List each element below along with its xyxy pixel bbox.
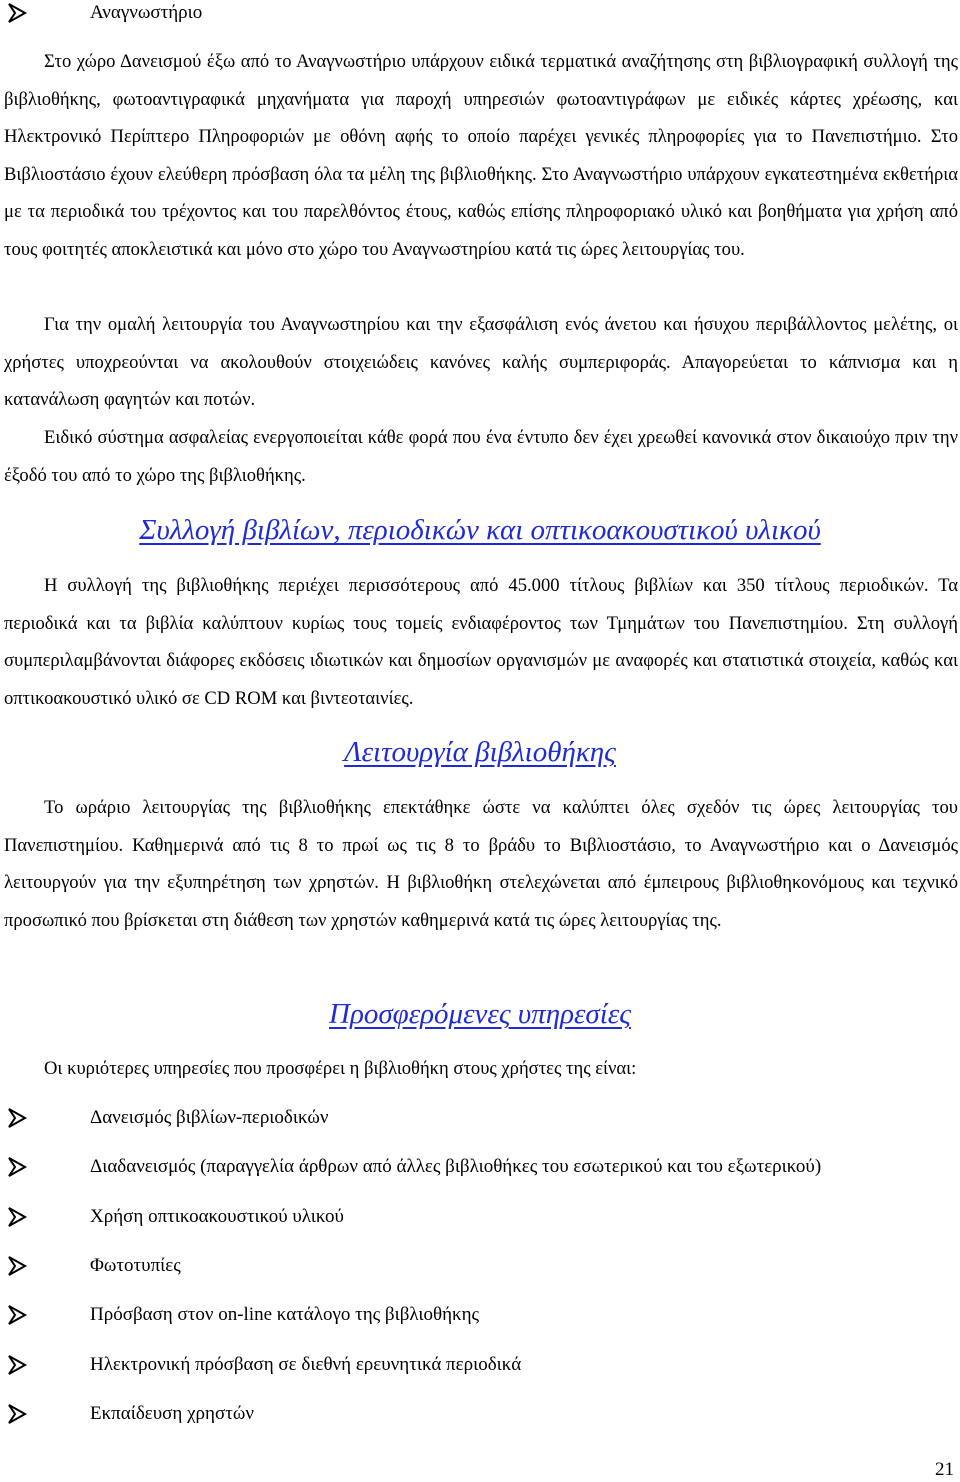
service-item-label: Χρήση οπτικοακουστικού υλικού [90,1206,344,1227]
service-item [6,1152,821,1182]
paragraph-reading-room-2: Για την ομαλή λειτουργία του Αναγνωστηρίου και την εξασφάλιση ενός άνετου και ήσυχου περιβάλλοντος μελέτης, οι χρήστες υποχρεούνται να ακολουθούν στοιχειώδεις κανόνες καλής συμπεριφοράς. Απαγορεύεται το κάπνισμα και η κατανάλωση φαγητών και ποτών. [4,314,958,410]
service-item-label: Δανεισμός βιβλίων-περιοδικών [90,1107,329,1128]
service-item [6,1350,521,1380]
paragraph-reading-room-3: Ειδικό σύστημα ασφαλείας ενεργοποιείται κάθε φορά που ένα έντυπο δεν έχει χρεωθεί κανονικά στον δικαιούχο πριν την έξοδό του από το χώρο της βιβλιοθήκης. [4,427,958,486]
arrowhead-bullet-icon [6,2,28,24]
arrowhead-bullet-icon [6,1156,28,1178]
service-item-label: Ηλεκτρονική πρόσβαση σε διεθνή ερευνητικά περιοδικά [90,1354,522,1375]
paragraph-collection: Η συλλογή της βιβλιοθήκης περιέχει περισσότερους από 45.000 τίτλους βιβλίων και 350 τίτλους περιοδικών. Τα περιοδικά και τα βιβλία καλύπτουν κυρίως τους τομείς ενδιαφέροντος των Τμημάτων του Πανεπιστημίου. Στη συλλογή συμπεριλαμβάνονται διάφορες εκδόσεις ιδιωτικών και δημοσίων οργανισμών με αναφορές και στατιστικά στοιχεία, καθώς και οπτικοακουστικό υλικό σε CD ROM και βιντεοταινίες. [4,575,958,709]
service-item [6,1103,328,1133]
heading-services: Προσφερόμενες υπηρεσίες [329,998,631,1030]
arrowhead-bullet-icon [6,1304,28,1326]
service-item [6,1202,344,1232]
section-bullet-label: Αναγνωστήριο [90,2,203,23]
service-item [6,1399,254,1429]
arrowhead-bullet-icon [6,1255,28,1277]
arrowhead-bullet-icon [6,1354,28,1376]
service-item-label: Διαδανεισμός (παραγγελία άρθρων από άλλες βιβλιοθήκες του εσωτερικού και του εξωτερικού) [90,1156,822,1177]
arrowhead-bullet-icon [6,1107,28,1129]
service-item-label: Εκπαίδευση χρηστών [90,1403,254,1424]
heading-operation: Λειτουργία βιβλιοθήκης [344,736,616,768]
service-item [6,1251,181,1281]
service-item-label: Πρόσβαση στον on-line κατάλογο της βιβλιοθήκης [90,1304,480,1325]
paragraph-reading-room-1: Στο χώρο Δανεισμού έξω από το Αναγνωστήριο υπάρχουν ειδικά τερματικά αναζήτησης στη βιβλιογραφική συλλογή της βιβλιοθήκης, φωτοαντιγραφικά μηχανήματα για παροχή υπηρεσιών φωτοαντιγράφων με ειδικές κάρτες χρέωσης, και Ηλεκτρονικό Περίπτερο Πληροφοριών με οθόνη αφής το οποίο παρέχει γενικές πληροφορίες για το Πανεπιστήμιο. Στο Βιβλιοστάσιο έχουν ελεύθερη πρόσβαση όλα τα μέλη της βιβλιοθήκης. Στο Αναγνωστήριο υπάρχουν εγκατεστημένα εκθετήρια με τα περιοδικά του τρέχοντος και του παρελθόντος έτους, καθώς επίσης πληροφοριακό υλικό και βοηθήματα για χρήση από τους φοιτητές αποκλειστικά και μόνο στο χώρο του Αναγνωστηρίου κατά τις ώρες λειτουργίας του. [4,51,958,260]
arrowhead-bullet-icon [6,1206,28,1228]
paragraph-operation: Το ωράριο λειτουργίας της βιβλιοθήκης επεκτάθηκε ώστε να καλύπτει όλες σχεδόν τις ώρες λειτουργίας του Πανεπιστημίου. Καθημερινά από τις 8 το πρωί ως τις 8 το βράδυ το Βιβλιοστάσιο, το Αναγνωστήριο και ο Δανεισμός λειτουργούν για την εξυπηρέτηση των χρηστών. Η βιβλιοθήκη στελεχώνεται από έμπειρους βιβλιοθηκονόμους και τεχνικό προσωπικό που βρίσκεται στη διάθεση των χρηστών καθημερινά κατά τις ώρες λειτουργίας της. [4,797,958,931]
service-item [6,1300,479,1330]
heading-collection: Συλλογή βιβλίων, περιοδικών και οπτικοακουστικού υλικού [139,514,821,546]
services-intro: Οι κυριότερες υπηρεσίες που προσφέρει η βιβλιοθήκη στους χρήστες της είναι: [44,1058,637,1079]
service-item-label: Φωτοτυπίες [90,1255,181,1276]
arrowhead-bullet-icon [6,1403,28,1425]
section-bullet-reading-room [6,0,202,28]
page-number: 21 [935,1459,954,1480]
